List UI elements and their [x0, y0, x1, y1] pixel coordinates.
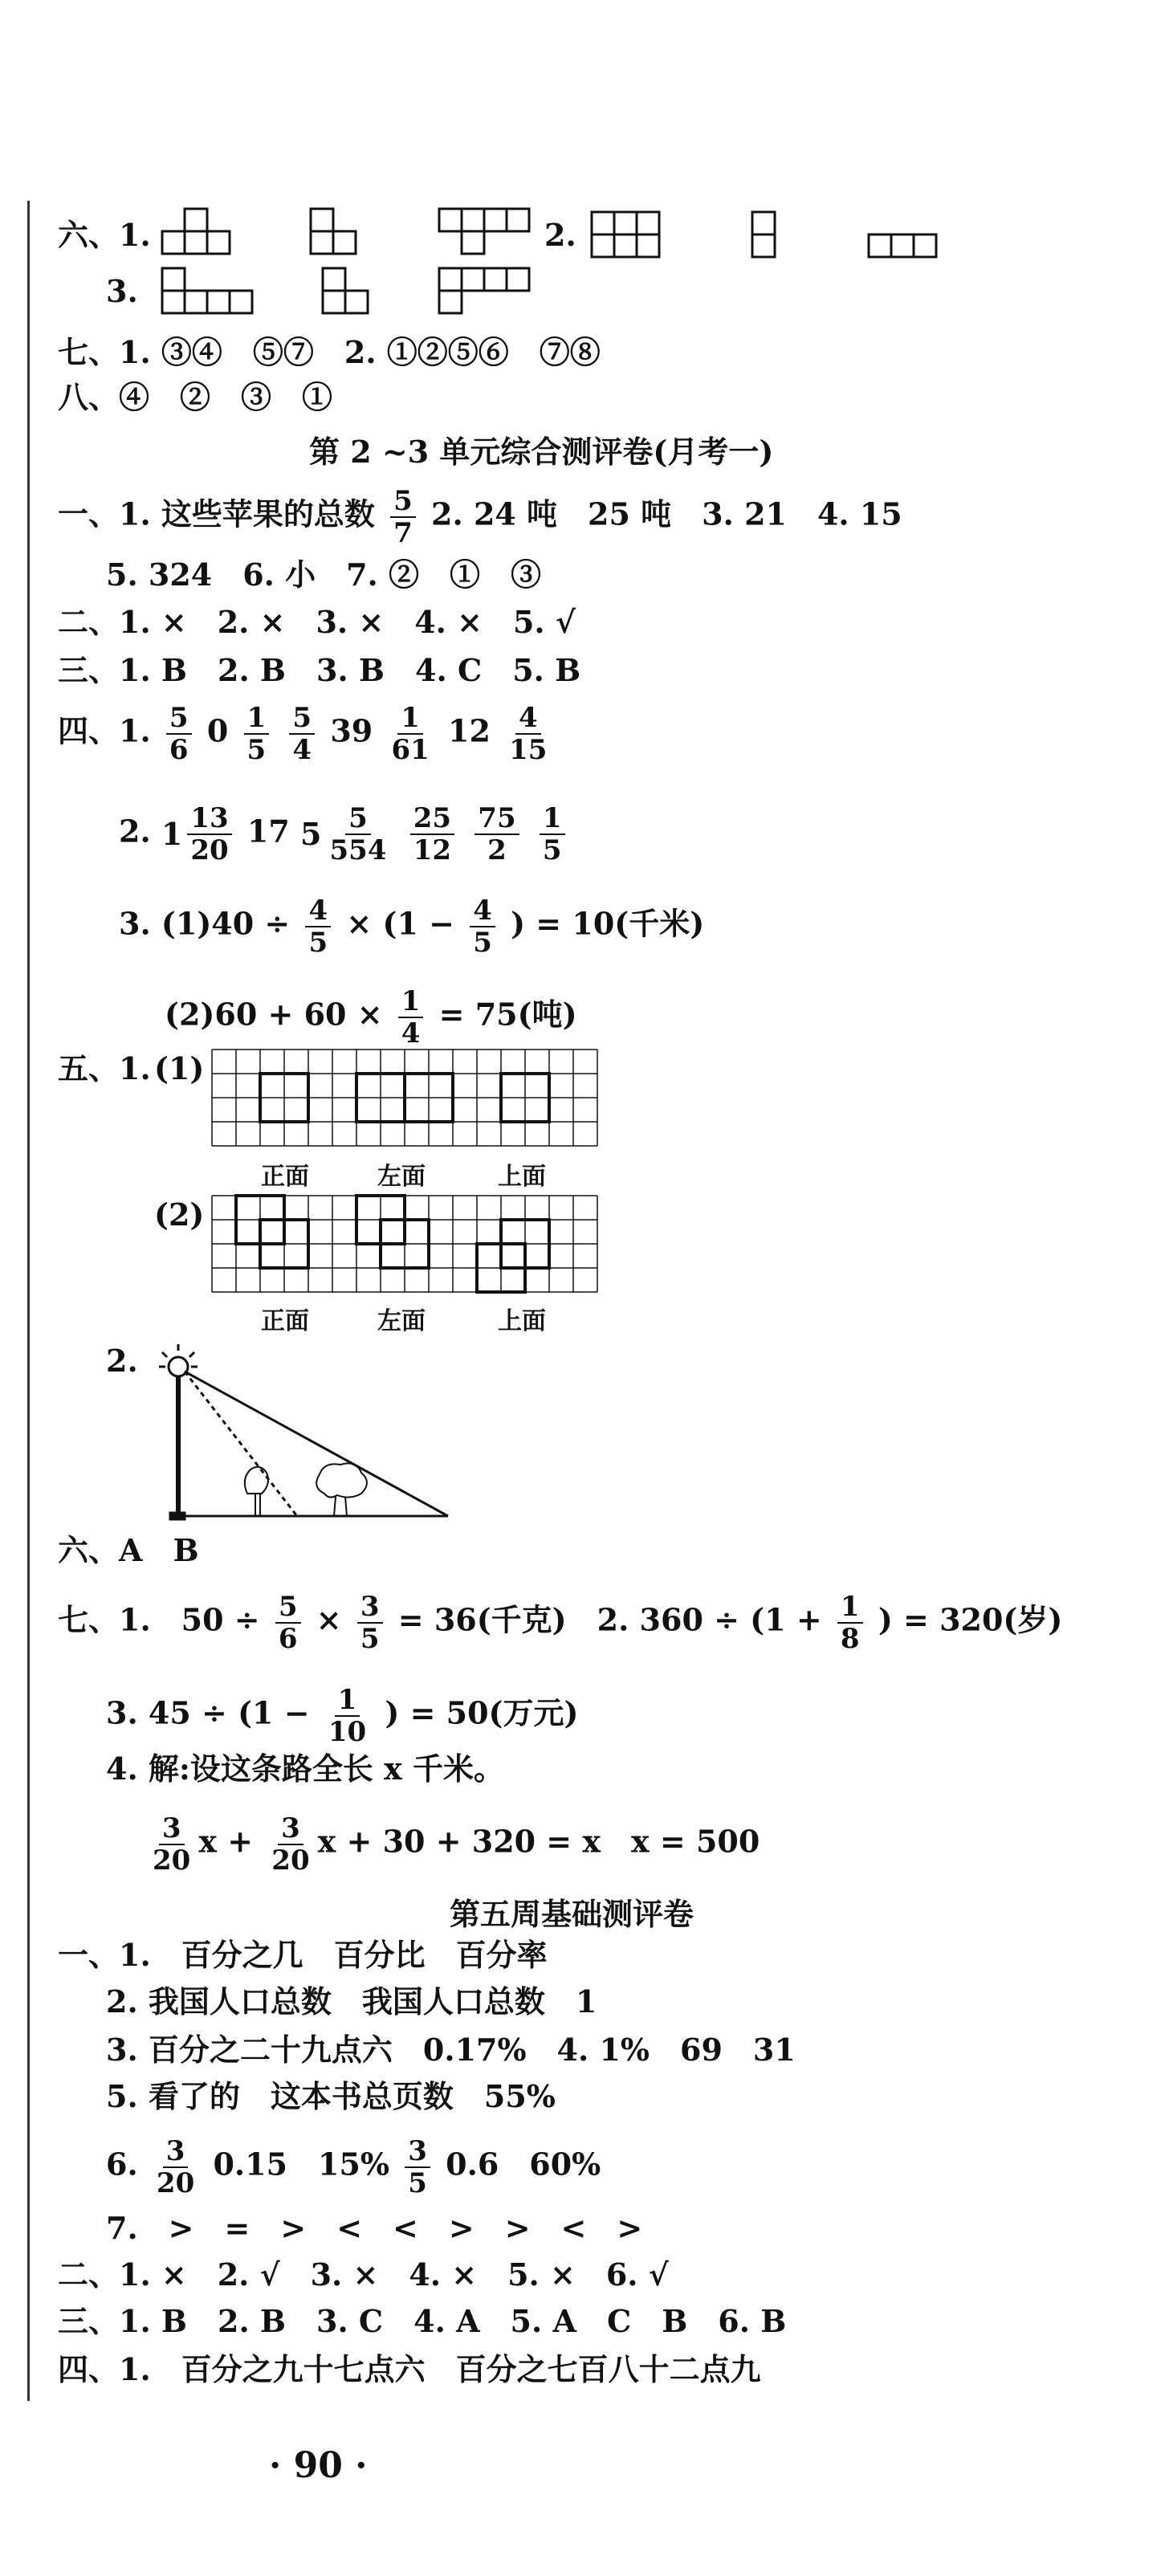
fraction: $\frac{4}{5}$ — [305, 895, 331, 958]
section-6-label: 六、1. — [58, 217, 151, 253]
t2-s5-part2: (2) — [154, 1196, 205, 1233]
grid1-left-label: 左面 — [377, 1163, 426, 1191]
fraction: $\frac{1}{5}$ — [244, 703, 270, 765]
t2-s4-line1 — [58, 703, 555, 765]
grid1-front-label: 正面 — [261, 1163, 309, 1191]
t3-line7: 二、1. × 2. √ 3. × 4. × 5. × 6. √ — [58, 2256, 669, 2293]
t3-line6: 7. > = > < < > > < > — [106, 2210, 643, 2246]
expr: 3. 45 ÷ (1 − — [106, 1694, 310, 1731]
shape-6-1c — [438, 207, 534, 257]
expr: x + 30 + 320 = x x = 500 — [317, 1823, 760, 1860]
t2-s7-line3: 4. 解:设这条路全长 x 千米。 — [106, 1751, 505, 1787]
t2-s7-line2 — [106, 1685, 579, 1747]
t2-s7-line4 — [145, 1813, 760, 1876]
t3-line8: 三、1. B 2. B 3. C 4. A 5. A C B 6. B — [58, 2303, 787, 2339]
shape-6-2a — [590, 210, 664, 260]
t2-s2-line: 二、1. × 2. × 3. × 4. × 5. √ — [58, 604, 576, 640]
value: 17 — [246, 813, 290, 850]
t3-line5 — [106, 2136, 601, 2199]
t3-line3: 3. 百分之二十九点六 0.17% 4. 1% 69 31 — [106, 2032, 796, 2068]
fraction: $\frac{5}{7}$ — [390, 486, 416, 548]
fraction: $\frac{3}{5}$ — [405, 2136, 430, 2199]
expr: × — [316, 1601, 342, 1638]
test3-title: 第五周基础测评卷 — [450, 1896, 694, 1932]
t2-s4-line3 — [119, 895, 704, 958]
shape-6-3b — [321, 267, 373, 318]
view-grid-1 — [210, 1048, 605, 1160]
value: 12 — [448, 712, 491, 749]
fraction: $\frac{5}{4}$ — [289, 703, 315, 765]
t2-s4-line2 — [119, 803, 570, 866]
t2-s5-q2-label: 2. — [106, 1343, 138, 1379]
test2-title: 第 2 ~3 单元综合测评卷(月考一) — [309, 434, 774, 470]
t2-s1-post: 2. 24 吨 25 吨 3. 21 4. 15 — [431, 495, 902, 532]
grid2-top-label: 上面 — [498, 1307, 546, 1335]
value: 0 — [206, 712, 229, 749]
shape-6-2c — [867, 233, 944, 262]
label: 2. — [119, 813, 151, 850]
value: 39 — [330, 712, 373, 749]
t2-s7-line1 — [58, 1592, 1062, 1654]
expr: × (1 − — [346, 905, 454, 942]
expr: (2)60 + 60 × — [165, 996, 383, 1033]
page-number: · 90 · — [269, 2445, 368, 2486]
t2-s1-line1 — [58, 486, 902, 548]
mixed-number: 5 $\frac{5}{554}$ — [300, 802, 387, 866]
t2-s1-pre: 一、1. 这些苹果的总数 — [58, 495, 375, 532]
section-6-q2-label: 2. — [544, 217, 576, 253]
t2-s5-part1: (1) — [154, 1050, 205, 1086]
view-grid-2 — [210, 1194, 605, 1306]
expr: 0.6 60% — [446, 2146, 601, 2183]
fraction: $\frac{3}{20}$ — [271, 1812, 310, 1877]
fraction: $\frac{3}{5}$ — [357, 1592, 383, 1654]
expr: 0.15 15% — [213, 2146, 390, 2183]
fraction: $\frac{1}{4}$ — [398, 986, 424, 1049]
t2-s6-line: 六、A B — [58, 1532, 199, 1568]
shape-6-1a — [161, 207, 233, 257]
fraction: $\frac{4}{5}$ — [470, 895, 495, 958]
expr: 七、1. 50 ÷ — [58, 1601, 260, 1638]
section-7-line: 七、1. ③④ ⑤⑦ 2. ①②⑤⑥ ⑦⑧ — [58, 334, 601, 370]
fraction: $\frac{1}{5}$ — [540, 803, 565, 866]
fraction: $\frac{75}{2}$ — [474, 803, 519, 866]
expr: 3. (1)40 ÷ — [119, 905, 291, 942]
shape-6-3a — [161, 267, 257, 318]
t2-s3-line: 三、1. B 2. B 3. B 4. C 5. B — [58, 652, 581, 688]
section-6-q3-label: 3. — [106, 273, 138, 309]
expr: x + — [198, 1823, 254, 1860]
expr: ) = 10(千米) — [511, 905, 705, 942]
t3-line4: 5. 看了的 这本书总页数 55% — [106, 2078, 556, 2114]
shape-6-3c — [438, 267, 537, 318]
label: 6. — [106, 2146, 138, 2183]
fraction: $\frac{5}{6}$ — [275, 1592, 301, 1654]
grid2-front-label: 正面 — [261, 1307, 309, 1335]
fraction: $\frac{3}{20}$ — [153, 1812, 191, 1877]
fraction: $\frac{1}{8}$ — [837, 1592, 863, 1654]
left-margin-line — [27, 201, 30, 2401]
fraction: $\frac{4}{15}$ — [509, 702, 548, 766]
lamp-shadow-diagram — [153, 1333, 458, 1534]
t3-line9: 四、1. 百分之九十七点六 百分之七百八十二点九 — [58, 2351, 761, 2387]
fraction: $\frac{5}{6}$ — [166, 703, 192, 765]
shape-6-1b — [309, 207, 360, 257]
expr: ) = 320(岁) — [878, 1601, 1063, 1638]
fraction: $\frac{1}{10}$ — [328, 1684, 367, 1748]
expr: ) = 50(万元) — [385, 1694, 579, 1731]
expr: = 75(吨) — [438, 996, 577, 1033]
t2-s5-label: 五、1. — [58, 1050, 151, 1086]
t2-s4-line4 — [165, 986, 577, 1049]
expr: = 36(千克) 2. 360 ÷ (1 + — [397, 1601, 822, 1638]
section-8-line: 八、④ ② ③ ① — [58, 379, 333, 415]
fraction: $\frac{1}{61}$ — [391, 702, 430, 766]
t2-s1-line2: 5. 324 6. 小 7. ② ① ③ — [106, 556, 542, 593]
fraction: $\frac{3}{20}$ — [156, 2135, 195, 2199]
shape-6-2b — [751, 210, 780, 260]
t2-s4-label: 四、1. — [58, 712, 151, 749]
t3-line1: 一、1. 百分之几 百分比 百分率 — [58, 1937, 548, 1973]
grid1-top-label: 上面 — [498, 1163, 546, 1191]
fraction: $\frac{25}{12}$ — [410, 803, 454, 866]
grid2-left-label: 左面 — [377, 1307, 426, 1335]
t3-line2: 2. 我国人口总数 我国人口总数 1 — [106, 1983, 597, 2020]
mixed-number: 1 $\frac{13}{20}$ — [161, 803, 237, 866]
